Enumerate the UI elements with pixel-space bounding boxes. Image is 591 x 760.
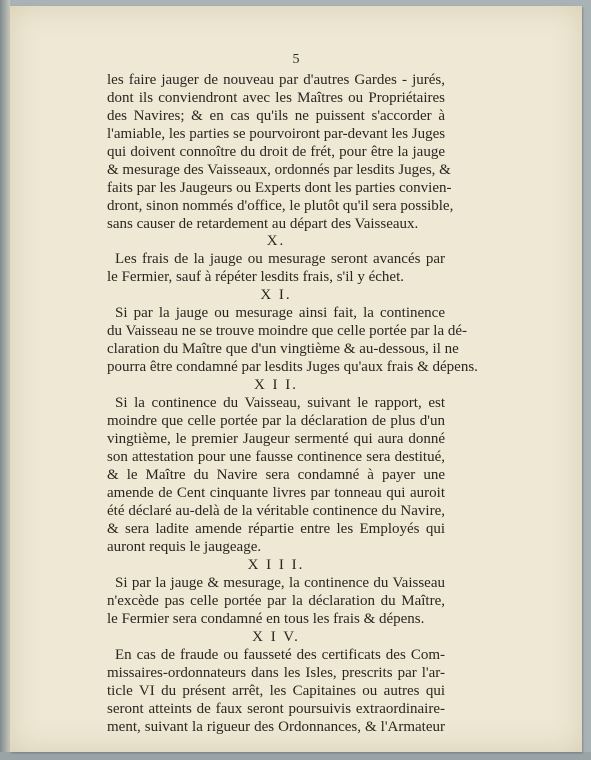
- text-line: Les frais de la jauge ou mesurage seront avancés par: [115, 251, 445, 267]
- article-heading: X I I.: [253, 377, 299, 393]
- text-line: ticle VI du présent arrêt, les Capitaines ou autres qui: [107, 683, 445, 699]
- text-line: Si par la jauge ou mesurage ainsi fait, la continence: [115, 305, 445, 321]
- text-line: le Fermier, sauf à répéter lesdits frais, s'il y échet.: [107, 269, 404, 285]
- text-line: & mesurage des Vaisseaux, ordonnés par lesdits Juges, &: [107, 162, 451, 178]
- text-line: dont ils conviendront avec les Maîtres ou Propriétaires: [107, 90, 445, 106]
- article-heading: X I.: [260, 287, 292, 303]
- article-heading: X I I I.: [247, 557, 305, 573]
- text-line: & le Maître du Navire sera condamné à payer une: [107, 467, 445, 483]
- text-line: vingtième, le premier Jaugeur sermenté qui aura donné: [107, 431, 445, 447]
- text-line: n'excède pas celle portée par la déclaration du Maître,: [107, 593, 445, 609]
- text-line: pourra être condamné par lesdits Juges qu'aux frais & dépens.: [107, 359, 478, 375]
- text-line: auront requis le jaugeage.: [107, 539, 262, 555]
- text-line: faits par les Jaugeurs ou Experts dont les parties convien-: [107, 180, 452, 196]
- article-heading: X.: [266, 233, 286, 249]
- text-line: les faire jauger de nouveau par d'autres Gardes - jurés,: [107, 72, 445, 88]
- text-line: du Vaisseau ne se trouve moindre que celle portée par la dé-: [107, 323, 467, 339]
- page-number: 5: [292, 52, 300, 67]
- article-heading: X I V.: [252, 629, 300, 645]
- text-line: Si la continence du Vaisseau, suivant le rapport, est: [115, 395, 445, 411]
- text-line: le Fermier sera condamné en tous les frais & dépens.: [107, 611, 425, 627]
- text-line: été déclaré au-delà de la véritable continence du Navire,: [107, 503, 445, 519]
- text-line: amende de Cent cinquante livres par tonneau qui auroit: [107, 485, 445, 501]
- document-page: [10, 6, 582, 752]
- text-line: des Navires; & en cas qu'ils ne puissent s'accorder à: [107, 108, 445, 124]
- text-line: ment, suivant la rigueur des Ordonnances, & l'Armateur: [107, 719, 445, 735]
- text-line: claration du Maître que d'un vingtième & au-dessous, il ne: [107, 341, 459, 357]
- text-line: qui doivent connoître du droit de frét, pour être la jauge: [107, 144, 445, 160]
- text-line: sans causer de retardement au départ des Vaisseaux.: [107, 216, 419, 232]
- text-line: En cas de fraude ou fausseté des certificats des Com-: [115, 647, 445, 663]
- scan-background: [0, 752, 591, 760]
- text-line: moindre que celle portée par la déclaration de plus d'un: [107, 413, 445, 429]
- text-line: & sera ladite amende répartie entre les Employés qui: [107, 521, 445, 537]
- text-line: dront, sinon nommés d'office, le plutôt qu'il sera possible,: [107, 198, 454, 214]
- binding-edge: [0, 0, 10, 760]
- text-line: seront atteints de faux seront poursuivis extraordinaire-: [107, 701, 445, 717]
- text-line: Si par la jauge & mesurage, la continence du Vaisseau: [115, 575, 445, 591]
- text-line: missaires-ordonnateurs dans les Isles, prescrits par l'ar-: [107, 665, 445, 681]
- text-line: l'amiable, les parties se pourvoiront par-devant les Juges: [107, 126, 446, 142]
- text-line: son attestation pour une fausse continence sera destitué,: [107, 449, 445, 465]
